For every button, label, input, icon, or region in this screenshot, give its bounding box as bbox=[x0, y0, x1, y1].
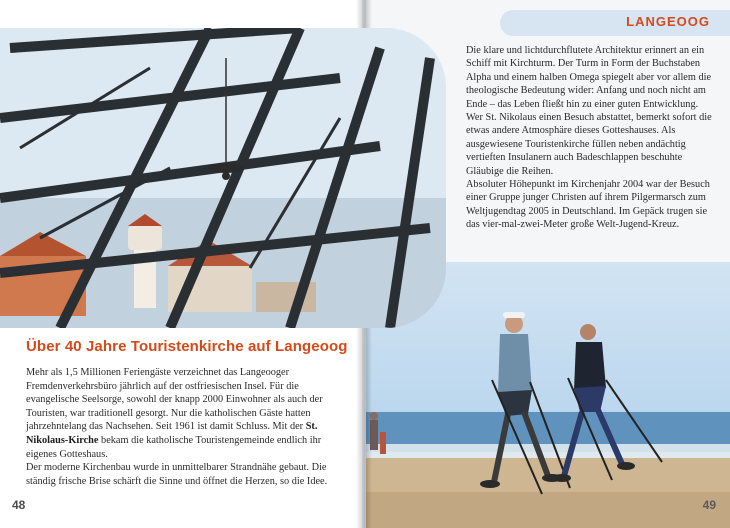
left-body-part1: Mehr als 1,5 Millionen Feriengäste verzeichnet das Langeooger Fremdenverkehrsbüro jährlich auf der ostfriesischen Insel. Für die evangelische Seelsorge, sowohl der knapp 2000 Einwohner als auch der Touristen, war traditionell gesorgt. Nur die katholischen Gäste hatten jahrzehntelang das Nachsehen. Seit 1961 ist damit Schluss. Mit der bbox=[26, 367, 323, 433]
page-number-left: 48 bbox=[12, 498, 26, 512]
surf bbox=[366, 444, 730, 460]
left-body-part2: bekam die katholische Touristengemeinde endlich ihr eigenes Gotteshaus. bbox=[26, 434, 322, 460]
page-number-right: 49 bbox=[702, 498, 716, 512]
section-label: LANGEOOG bbox=[626, 14, 710, 29]
glass-ceiling-photo bbox=[0, 28, 446, 328]
right-body-text bbox=[466, 44, 716, 232]
left-body-part3: Der moderne Kirchenbau wurde in unmittelbarer Strandnähe gebaut. Die ständig frische Brise schärft die Sinne und öffnet die Herzen, so die Idee. bbox=[26, 462, 328, 487]
right-paragraph-2: Absoluter Höhepunkt im Kirchenjahr 2004 war der Besuch einer Gruppe junger Christen auf ihrem Pilgermarsch zum Weltjugendtag 2005 in Deutschland. Im Gepäck trugen sie das vier-mal-zwei-Meter große Welt-Jugend-Kreuz. bbox=[466, 179, 710, 231]
glass-ceiling-illustration bbox=[0, 28, 446, 328]
article-headline: Über 40 Jahre Touristenkirche auf Langeoog bbox=[26, 338, 348, 355]
sand-foreground bbox=[366, 492, 730, 528]
right-paragraph-1: Die klare und lichtdurchflutete Architektur erinnert an ein Schiff mit Kirchturm. Der Turm in Form der Buchstaben Alpha und einem halben Omega spiegelt aber vor allem die theologische Bedeutung wider: Anfang und noch nicht am Ende – das Leben fließt hin zu einer guten Entwicklung. Wer St. Nikolaus einen Besuch abstattet, bemerkt sofort die etwas andere Atmosphäre dieses Gotteshauses. Als ausgewiesene Touristenkirche füllen neben andächtig vertieften Insulanern auch Badeschlappen beschuhte Gläubige die Reihen. bbox=[466, 45, 712, 177]
left-body-text bbox=[26, 366, 344, 488]
church-name: St. Nikolaus-Kirche bbox=[26, 421, 318, 446]
